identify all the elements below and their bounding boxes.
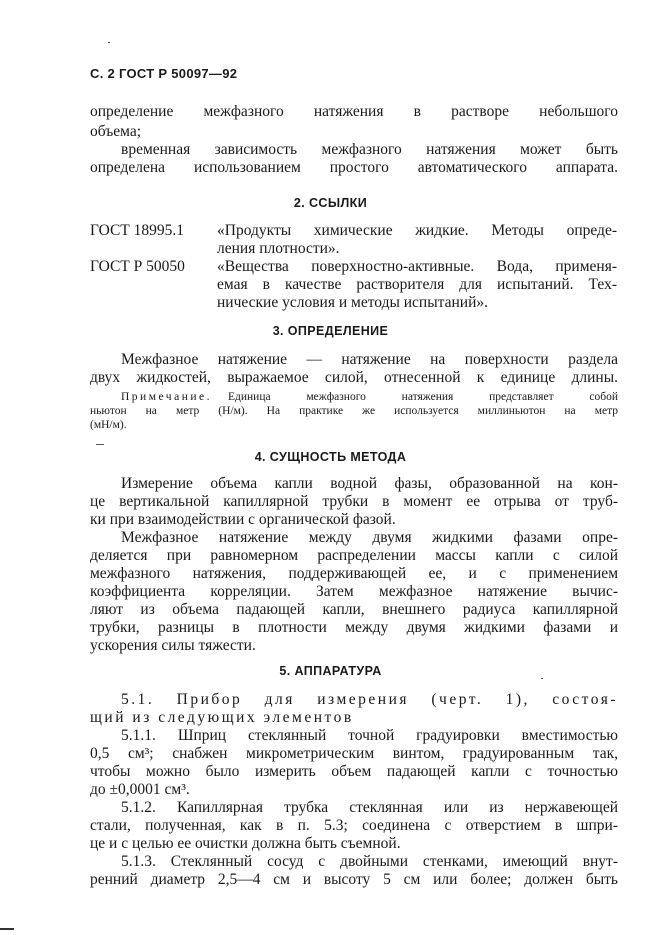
apparatus-line: до ±0,0001 см³.	[90, 781, 190, 798]
section-heading: 3. ОПРЕДЕЛЕНИЕ	[272, 324, 389, 338]
reference-title: «Продукты химические жидкие. Методы опреде-	[217, 222, 617, 239]
method-line: ки при взаимодействии с органической фазой.	[90, 511, 396, 528]
definition-line: Межфазное натяжение — натяжение на поверхности раздела	[121, 351, 618, 368]
reference-title: «Вещества поверхностно-активные. Вода, применя-	[217, 258, 617, 275]
method-line: деляется при равномерном распределении массы капли с силой	[90, 547, 618, 564]
method-line: межфазного натяжения, поддерживающей ее, и с применением	[90, 565, 618, 582]
apparatus-line: 5.1.2. Капиллярная трубка стеклянная или из нержавеющей	[121, 799, 618, 816]
method-line: ляют из объема падающей капли, внешнего радиуса капиллярной	[90, 601, 618, 618]
intro-line: определена использованием простого автоматического аппарата.	[90, 159, 618, 176]
method-line: Межфазное натяжение между двумя жидкими фазами опре-	[121, 529, 618, 546]
reference-title: нические условия и методы испытаний».	[217, 294, 488, 311]
note-line: ньютон на метр (Н/м). На практике же используется миллиньютон на метр	[90, 405, 618, 417]
scan-speck	[541, 678, 543, 679]
apparatus-line: 5.1.3. Стеклянный сосуд с двойными стенками, имеющий внут-	[121, 853, 618, 870]
reference-title: емая в качестве растворителя для испытаний. Тех-	[217, 276, 617, 293]
reference-code: ГОСТ 18995.1	[90, 222, 185, 239]
section-heading: 4. СУЩНОСТЬ МЕТОДА	[254, 450, 407, 464]
intro-line: объема;	[90, 123, 142, 140]
intro-line: временная зависимость межфазного натяжения может быть	[121, 141, 618, 158]
method-line: трубки, разницы в плотности между двумя жидкими фазами и	[90, 619, 618, 636]
intro-line: определение межфазного натяжения в растворе небольшого	[90, 103, 618, 120]
scan-speck	[96, 444, 104, 445]
apparatus-line: ренний диаметр 2,5—4 см и высоту 5 см или более; должен быть	[90, 871, 618, 888]
apparatus-line: це и с целью ее очистки должна быть съемной.	[90, 835, 401, 852]
reference-title: ления плотности».	[217, 240, 340, 257]
note-label: Примечание.	[121, 391, 212, 403]
method-line: Измерение объема капли водной фазы, образованной на кон-	[121, 475, 618, 492]
method-line: ускорения силы тяжести.	[90, 637, 256, 654]
apparatus-line: 0,5 см³; снабжен микрометрическим винтом, градуированным так,	[90, 745, 618, 762]
section-heading: 2. ССЫЛКИ	[293, 196, 368, 210]
page-header: С. 2 ГОСТ Р 50097—92	[90, 66, 238, 81]
scan-speck	[108, 42, 110, 43]
scan-edge-mark	[0, 928, 14, 930]
method-line: коэффициента корреляции. Затем межфазное натяжение вычис-	[90, 583, 618, 600]
apparatus-line: 5.1. Прибор для измерения (черт. 1), состоя-	[121, 691, 618, 708]
definition-line: двух жидкостей, выражаемое силой, отнесенной к единице длины.	[90, 369, 618, 386]
note-line: (мН/м).	[90, 419, 127, 431]
section-heading: 5. АППАРАТУРА	[279, 664, 382, 678]
reference-code: ГОСТ Р 50050	[90, 258, 185, 275]
apparatus-line: стали, полученная, как в п. 5.3; соединена с отверстием в шпри-	[90, 817, 618, 834]
note-line: Единица межфазного натяжения представляет собой	[228, 391, 618, 403]
apparatus-line: чтобы можно было измерить объем падающей капли с точностью	[90, 763, 618, 780]
method-line: це вертикальной капиллярной трубки в момент ее отрыва от труб-	[90, 493, 618, 510]
apparatus-line: щий из следующих элементов	[90, 709, 354, 726]
apparatus-line: 5.1.1. Шприц стеклянный точной градуировки вместимостью	[121, 727, 618, 744]
